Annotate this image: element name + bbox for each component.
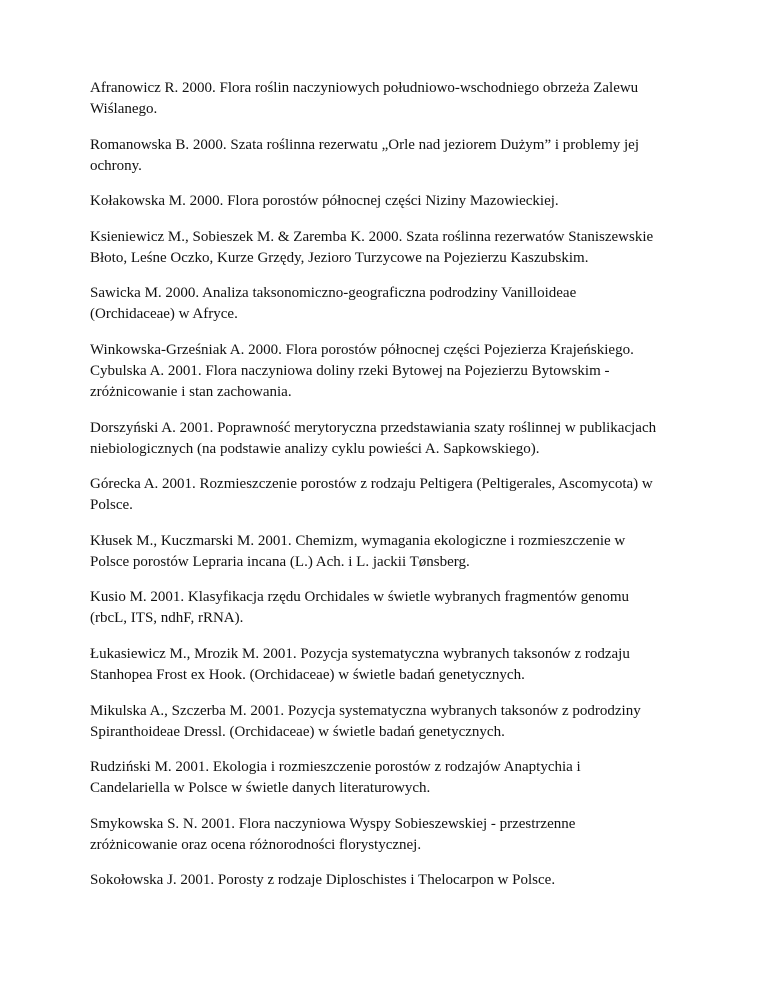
reference-line: Rudziński M. 2001. Ekologia i rozmieszczenie porostów z rodzajów Anaptychia i [90, 759, 581, 776]
reference-line: Polsce. [90, 497, 133, 514]
reference-line: Romanowska B. 2000. Szata roślinna rezerwatu „Orle nad jeziorem Dużym” i problemy jej [90, 136, 639, 153]
reference-line: Candelariella w Polsce w świetle danych literaturowych. [90, 780, 431, 797]
reference-line: Łukasiewicz M., Mrozik M. 2001. Pozycja systematyczna wybranych taksonów z rodzaju [90, 645, 630, 662]
reference-line: Smykowska S. N. 2001. Flora naczyniowa Wyspy Sobieszewskiej - przestrzenne [90, 815, 576, 832]
reference-line: Kołakowska M. 2000. Flora porostów północnej części Niziny Mazowieckiej. [90, 193, 559, 210]
reference-entry [90, 814, 690, 856]
reference-entry [90, 135, 690, 177]
reference-line: Kłusek M., Kuczmarski M. 2001. Chemizm, wymagania ekologiczne i rozmieszczenie w [90, 532, 626, 549]
reference-entry [90, 340, 690, 403]
reference-line: Polsce porostów Lepraria incana (L.) Ach. i L. jackii Tønsberg. [90, 553, 470, 570]
reference-line: Błoto, Leśne Oczko, Kurze Grzędy, Jezioro Turzycowe na Pojezierzu Kaszubskim. [90, 249, 589, 266]
reference-line: ochrony. [90, 157, 142, 174]
reference-line: Sawicka M. 2000. Analiza taksonomiczno-geograficzna podrodziny Vanilloideae [90, 285, 577, 302]
reference-line: Dorszyński A. 2001. Poprawność merytoryczna przedstawiania szaty roślinnej w publikacjach [90, 419, 657, 436]
reference-entry [90, 474, 690, 516]
reference-line: niebiologicznych (na podstawie analizy cyklu powieści A. Sapkowskiego). [90, 440, 540, 457]
reference-line: zróżnicowanie i stan zachowania. [90, 383, 292, 400]
reference-line: Cybulska A. 2001. Flora naczyniowa doliny rzeki Bytowej na Pojezierzu Bytowskim - [90, 362, 610, 379]
reference-entry [90, 191, 690, 212]
reference-entry [90, 531, 690, 573]
reference-line: zróżnicowanie oraz ocena różnorodności florystycznej. [90, 836, 422, 853]
reference-line: (rbcL, ITS, ndhF, rRNA). [90, 610, 244, 627]
reference-entry [90, 283, 690, 325]
reference-line: Spiranthoideae Dressl. (Orchidaceae) w świetle badań genetycznych. [90, 723, 505, 740]
reference-entry [90, 587, 690, 629]
reference-line: Stanhopea Frost ex Hook. (Orchidaceae) w świetle badań genetycznych. [90, 666, 525, 683]
reference-entry [90, 78, 690, 120]
reference-entry [90, 701, 690, 743]
reference-line: Winkowska-Grześniak A. 2000. Flora porostów północnej części Pojezierza Krajeńskiego. [90, 341, 634, 358]
reference-list [90, 78, 690, 906]
reference-line: Górecka A. 2001. Rozmieszczenie porostów z rodzaju Peltigera (Peltigerales, Ascomycota) w [90, 476, 653, 493]
reference-entry [90, 870, 690, 891]
reference-entry [90, 757, 690, 799]
reference-line: Ksieniewicz M., Sobieszek M. & Zaremba K. 2000. Szata roślinna rezerwatów Staniszewskie [90, 228, 654, 245]
reference-line: (Orchidaceae) w Afryce. [90, 306, 238, 323]
reference-line: Mikulska A., Szczerba M. 2001. Pozycja systematyczna wybranych taksonów z podrodziny [90, 702, 641, 719]
reference-line: Kusio M. 2001. Klasyfikacja rzędu Orchidales w świetle wybranych fragmentów genomu [90, 589, 630, 606]
reference-line: Sokołowska J. 2001. Porosty z rodzaje Diploschistes i Thelocarpon w Polsce. [90, 872, 556, 889]
reference-line: Afranowicz R. 2000. Flora roślin naczyniowych południowo-wschodniego obrzeża Zalewu [90, 80, 639, 96]
reference-line: Wiślanego. [90, 101, 158, 117]
reference-entry [90, 644, 690, 686]
reference-entry [90, 418, 690, 460]
reference-entry [90, 227, 690, 269]
